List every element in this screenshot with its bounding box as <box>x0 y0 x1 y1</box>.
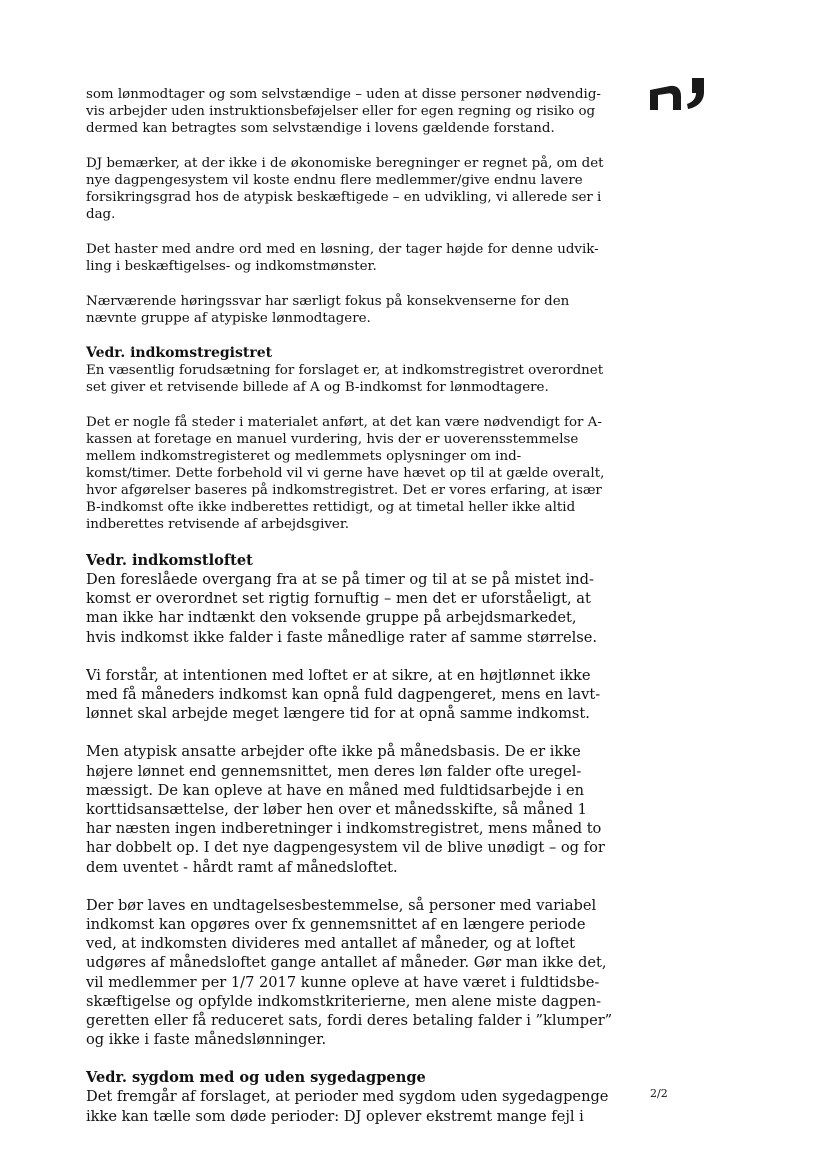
paragraph <box>86 742 605 876</box>
text-line: DJ bemærker, at der ikke i de økonomiske beregninger er regnet på, om det <box>86 156 604 171</box>
text-line: skæftigelse og opfylde indkomstkriterierne, men alene miste dagpen- <box>86 992 602 1010</box>
text-line: komst er overordnet set rigtig fornuftig – men det er uforståeligt, at <box>86 590 591 608</box>
paragraph <box>86 570 598 647</box>
paragraph <box>86 241 599 275</box>
text-line: Vedr. indkomstloftet <box>86 552 253 569</box>
section-heading <box>86 551 586 570</box>
text-line: B-indkomst ofte ikke indberettes rettidigt, og at timetal heller ikke altid <box>86 500 576 515</box>
text-line: dermed kan betragtes som selvstændige i lovens gældende forstand. <box>86 121 555 136</box>
dj-logo-icon <box>650 78 712 112</box>
text-line: har dobbelt op. I det nye dagpengesystem vil de blive unødigt – og for <box>86 839 605 857</box>
paragraph <box>86 414 605 533</box>
text-line: indkomst kan opgøres over fx gennemsnittet af en længere periode <box>86 916 586 934</box>
text-line: Den foreslåede overgang fra at se på timer og til at se på mistet ind- <box>86 571 594 588</box>
section-heading <box>86 1068 586 1087</box>
text-line: Vi forstår, at intentionen med loftet er at sikre, at en højtlønnet ikke <box>86 666 591 684</box>
text-line: højere lønnet end gennemsnittet, men deres løn falder ofte uregel- <box>86 762 582 780</box>
section-intro <box>86 86 605 533</box>
page-number: 2/2 <box>650 1087 668 1100</box>
text-line: mæssigt. De kan opleve at have en måned med fuldtidsarbejde i en <box>86 781 585 799</box>
text-line: Nærværende høringssvar har særligt fokus på konsekvenserne for den <box>86 294 570 309</box>
text-line: mellem indkomstregisteret og medlemmets oplysninger om ind- <box>86 449 522 464</box>
text-line: vis arbejder uden instruktionsbeføjelser eller for egen regning og risiko og <box>86 104 596 119</box>
text-line: Vedr. sygdom med og uden sygedagpenge <box>86 1069 426 1087</box>
text-line: ved, at indkomsten divideres med antallet af måneder, og at loftet <box>86 935 575 953</box>
paragraph <box>86 86 601 137</box>
text-line: udgøres af månedsloftet gange antallet af måneder. Gør man ikke det, <box>86 954 607 972</box>
text-line: nye dagpengesystem vil koste endnu flere medlemmer/give endnu lavere <box>86 173 583 188</box>
paragraph <box>86 293 586 327</box>
text-line: Vedr. indkomstregistret <box>86 345 273 361</box>
text-line: Det fremgår af forslaget, at perioder med sygdom uden sygedagpenge <box>86 1088 609 1106</box>
text-line: ling i beskæftigelses- og indkomstmønster. <box>86 259 377 274</box>
text-line: korttidsansættelse, der løber hen over et månedsskifte, så måned 1 <box>86 801 587 819</box>
text-line: lønnet skal arbejde meget længere tid for at opnå samme indkomst. <box>86 705 590 723</box>
text-line: set giver et retvisende billede af A og B-indkomst for lønmodtagere. <box>86 380 549 395</box>
paragraph <box>86 1087 609 1125</box>
section-main <box>86 551 613 1126</box>
text-line: forsikringsgrad hos de atypisk beskæftigede – en udvikling, vi allerede ser i <box>86 190 602 205</box>
text-line: geretten eller få reduceret sats, fordi deres betaling falder i ”klumper” <box>86 1012 613 1030</box>
text-line: indberettes retvisende af arbejdsgiver. <box>86 517 350 532</box>
text-line: og ikke i faste månedslønninger. <box>86 1031 327 1049</box>
text-line: Det er nogle få steder i materialet anført, at det kan være nødvendigt for A- <box>86 415 602 430</box>
paragraph <box>86 362 604 396</box>
text-line: man ikke har indtænkt den voksende gruppe på arbejdsmarkedet, <box>86 609 577 627</box>
text-line: som lønmodtager og som selvstændige – uden at disse personer nødvendig- <box>86 87 601 102</box>
paragraph <box>86 155 604 223</box>
text-line: Det haster med andre ord med en løsning, der tager højde for denne udvik- <box>86 242 599 257</box>
paragraph <box>86 666 601 724</box>
text-line: Der bør laves en undtagelsesbestemmelse, så personer med variabel <box>86 896 597 914</box>
text-line: hvis indkomst ikke falder i faste månedlige rater af samme størrelse. <box>86 628 598 646</box>
text-line: ikke kan tælle som døde perioder: DJ oplever ekstremt mange fejl i <box>86 1107 584 1125</box>
text-line: Men atypisk ansatte arbejder ofte ikke på månedsbasis. De er ikke <box>86 743 581 761</box>
text-line: En væsentlig forudsætning for forslaget er, at indkomstregistret overordnet <box>86 363 604 378</box>
document-body <box>86 86 613 1145</box>
text-line: kassen at foretage en manuel vurdering, hvis der er uoverensstemmelse <box>86 432 579 447</box>
paragraph <box>86 896 613 1050</box>
section-heading <box>86 345 586 362</box>
text-line: vil medlemmer per 1/7 2017 kunne opleve at have været i fuldtidsbe- <box>86 973 600 991</box>
text-line: nævnte gruppe af atypiske lønmodtagere. <box>86 311 371 326</box>
text-line: dag. <box>86 207 116 222</box>
text-line: med få måneders indkomst kan opnå fuld dagpengeret, mens en lavt- <box>86 686 601 704</box>
text-line: har næsten ingen indberetninger i indkomstregistret, mens måned to <box>86 820 602 838</box>
text-line: dem uventet - hårdt ramt af månedsloftet. <box>86 858 398 876</box>
text-line: komst/timer. Dette forbehold vil vi gerne have hævet op til at gælde overalt, <box>86 466 605 481</box>
text-line: hvor afgørelser baseres på indkomstregistret. Det er vores erfaring, at især <box>86 483 602 498</box>
